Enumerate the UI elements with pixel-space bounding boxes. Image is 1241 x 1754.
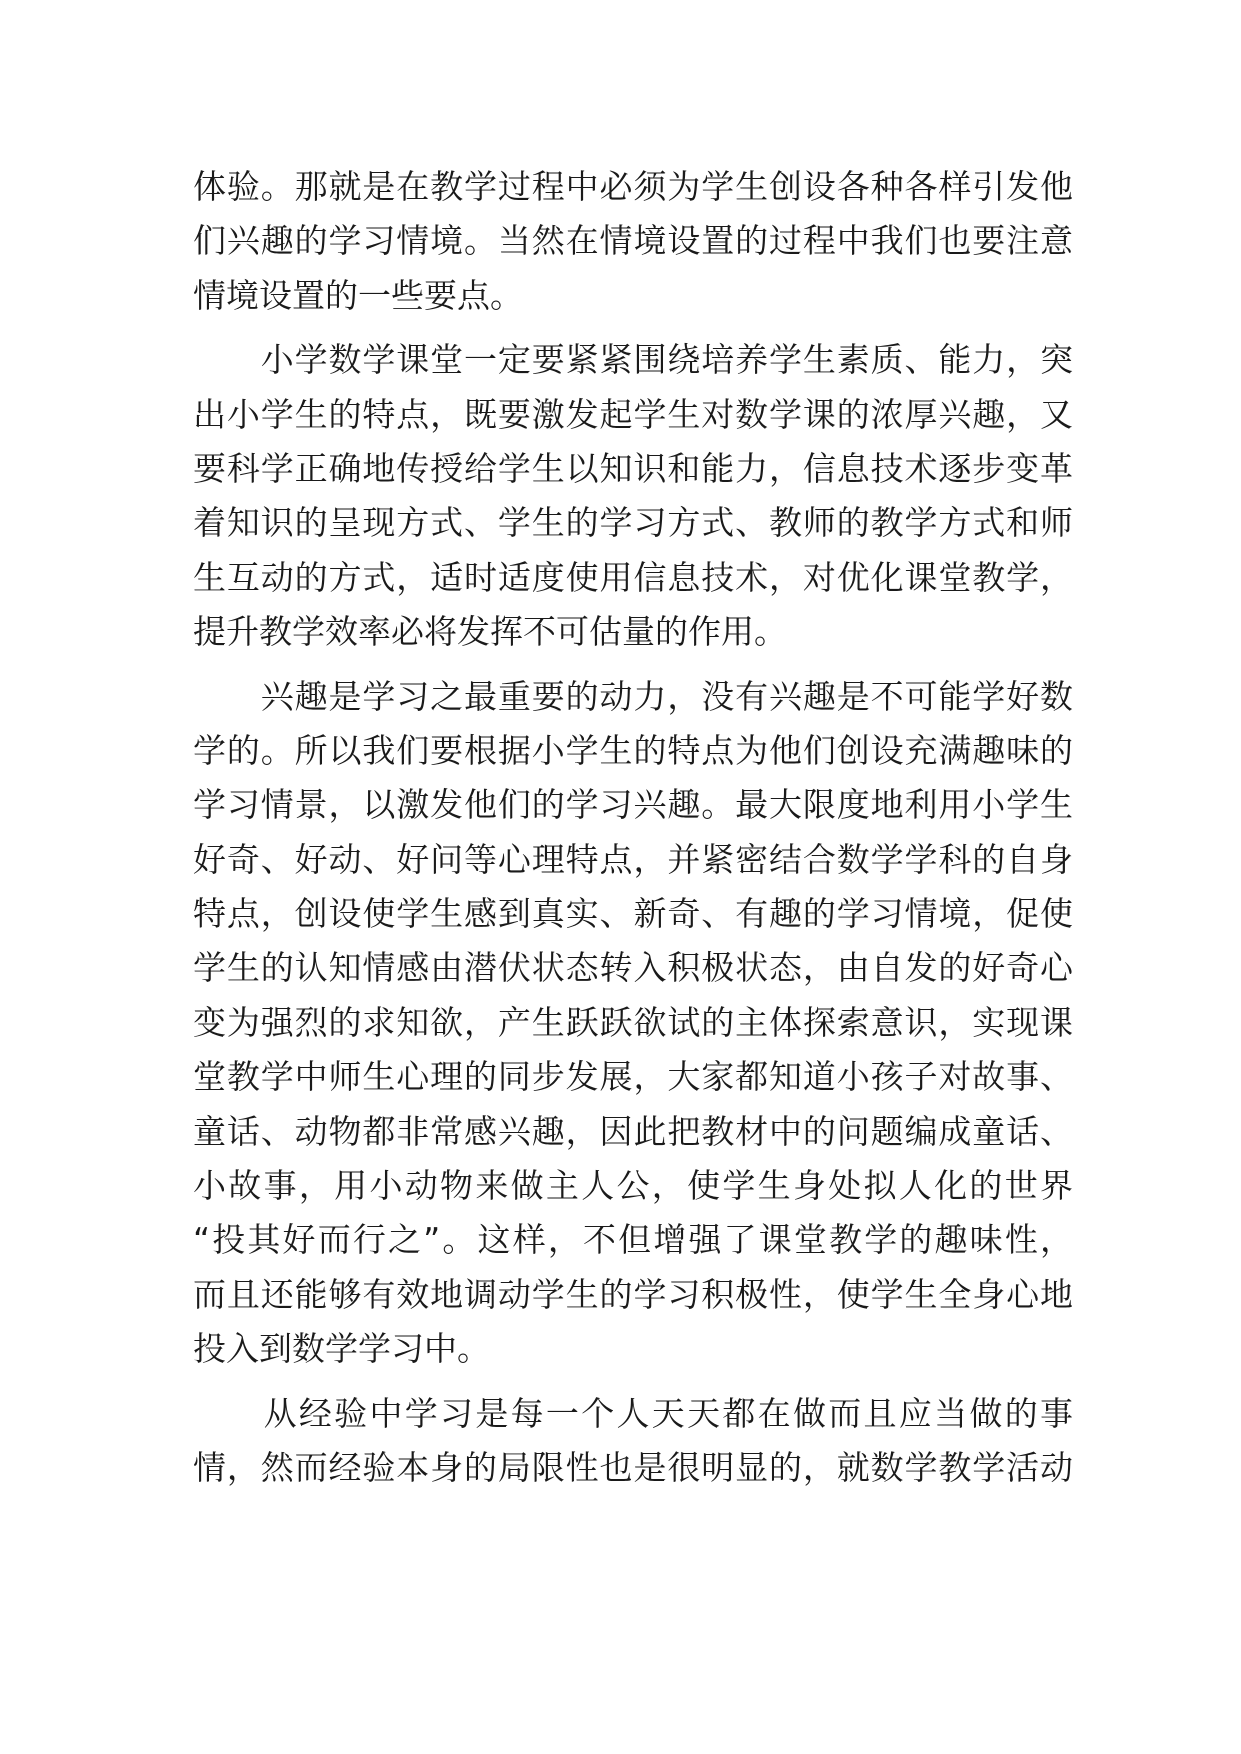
- paragraph: [193, 670, 1073, 1377]
- text-line: “投其好而行之”。这样，不但增强了课堂教学的趣味性，: [193, 1220, 1073, 1260]
- paragraph-spacer: [193, 323, 1073, 333]
- document-body: [193, 160, 1073, 1495]
- text-line: 童话、动物都非常感兴趣，因此把教材中的问题编成童话、: [193, 1111, 1073, 1151]
- paragraph: [193, 160, 1073, 323]
- paragraph: [193, 333, 1073, 659]
- text-line: 好奇、好动、好问等心理特点，并紧密结合数学学科的自身: [193, 839, 1073, 879]
- text-line: 们兴趣的学习情境。当然在情境设置的过程中我们也要注意: [193, 221, 1073, 261]
- paragraph: [193, 1387, 1073, 1496]
- text-line: 从经验中学习是每一个人天天都在做而且应当做的事: [193, 1393, 1073, 1433]
- text-line: 小故事，用小动物来做主人公，使学生身处拟人化的世界: [193, 1166, 1073, 1206]
- text-line: 体验。那就是在教学过程中必须为学生创设各种各样引发他: [193, 167, 1073, 206]
- text-line: 而且还能够有效地调动学生的学习积极性，使学生全身心地: [193, 1274, 1073, 1314]
- text-line: 投入到数学学习中。: [193, 1329, 490, 1369]
- text-line: 学生的认知情感由潜伏状态转入积极状态，由自发的好奇心: [193, 948, 1073, 988]
- text-line: 着知识的呈现方式、学生的学习方式、教师的教学方式和师: [193, 503, 1073, 543]
- text-line: 变为强烈的求知欲，产生跃跃欲试的主体探索意识，实现课: [193, 1002, 1073, 1042]
- text-line: 要科学正确地传授给学生以知识和能力，信息技术逐步变革: [193, 448, 1073, 488]
- text-line: 特点，创设使学生感到真实、新奇、有趣的学习情境，促使: [193, 894, 1073, 934]
- text-line: 学的。所以我们要根据小学生的特点为他们创设充满趣味的: [193, 730, 1073, 770]
- text-line: 小学数学课堂一定要紧紧围绕培养学生素质、能力，突: [193, 340, 1073, 380]
- paragraph-spacer: [193, 1377, 1073, 1387]
- text-line: 情，然而经验本身的局限性也是很明显的，就数学教学活动: [193, 1447, 1073, 1487]
- text-line: 生互动的方式，适时适度使用信息技术，对优化课堂教学，: [193, 557, 1073, 597]
- text-line: 堂教学中师生心理的同步发展，大家都知道小孩子对故事、: [193, 1057, 1073, 1097]
- text-line: 兴趣是学习之最重要的动力，没有兴趣是不可能学好数: [193, 676, 1073, 716]
- paragraph-spacer: [193, 660, 1073, 670]
- text-line: 出小学生的特点，既要激发起学生对数学课的浓厚兴趣，又: [193, 394, 1073, 434]
- text-line: 情境设置的一些要点。: [193, 275, 523, 315]
- text-line: 学习情景，以激发他们的学习兴趣。最大限度地利用小学生: [193, 785, 1073, 825]
- text-line: 提升教学效率必将发挥不可估量的作用。: [193, 612, 787, 652]
